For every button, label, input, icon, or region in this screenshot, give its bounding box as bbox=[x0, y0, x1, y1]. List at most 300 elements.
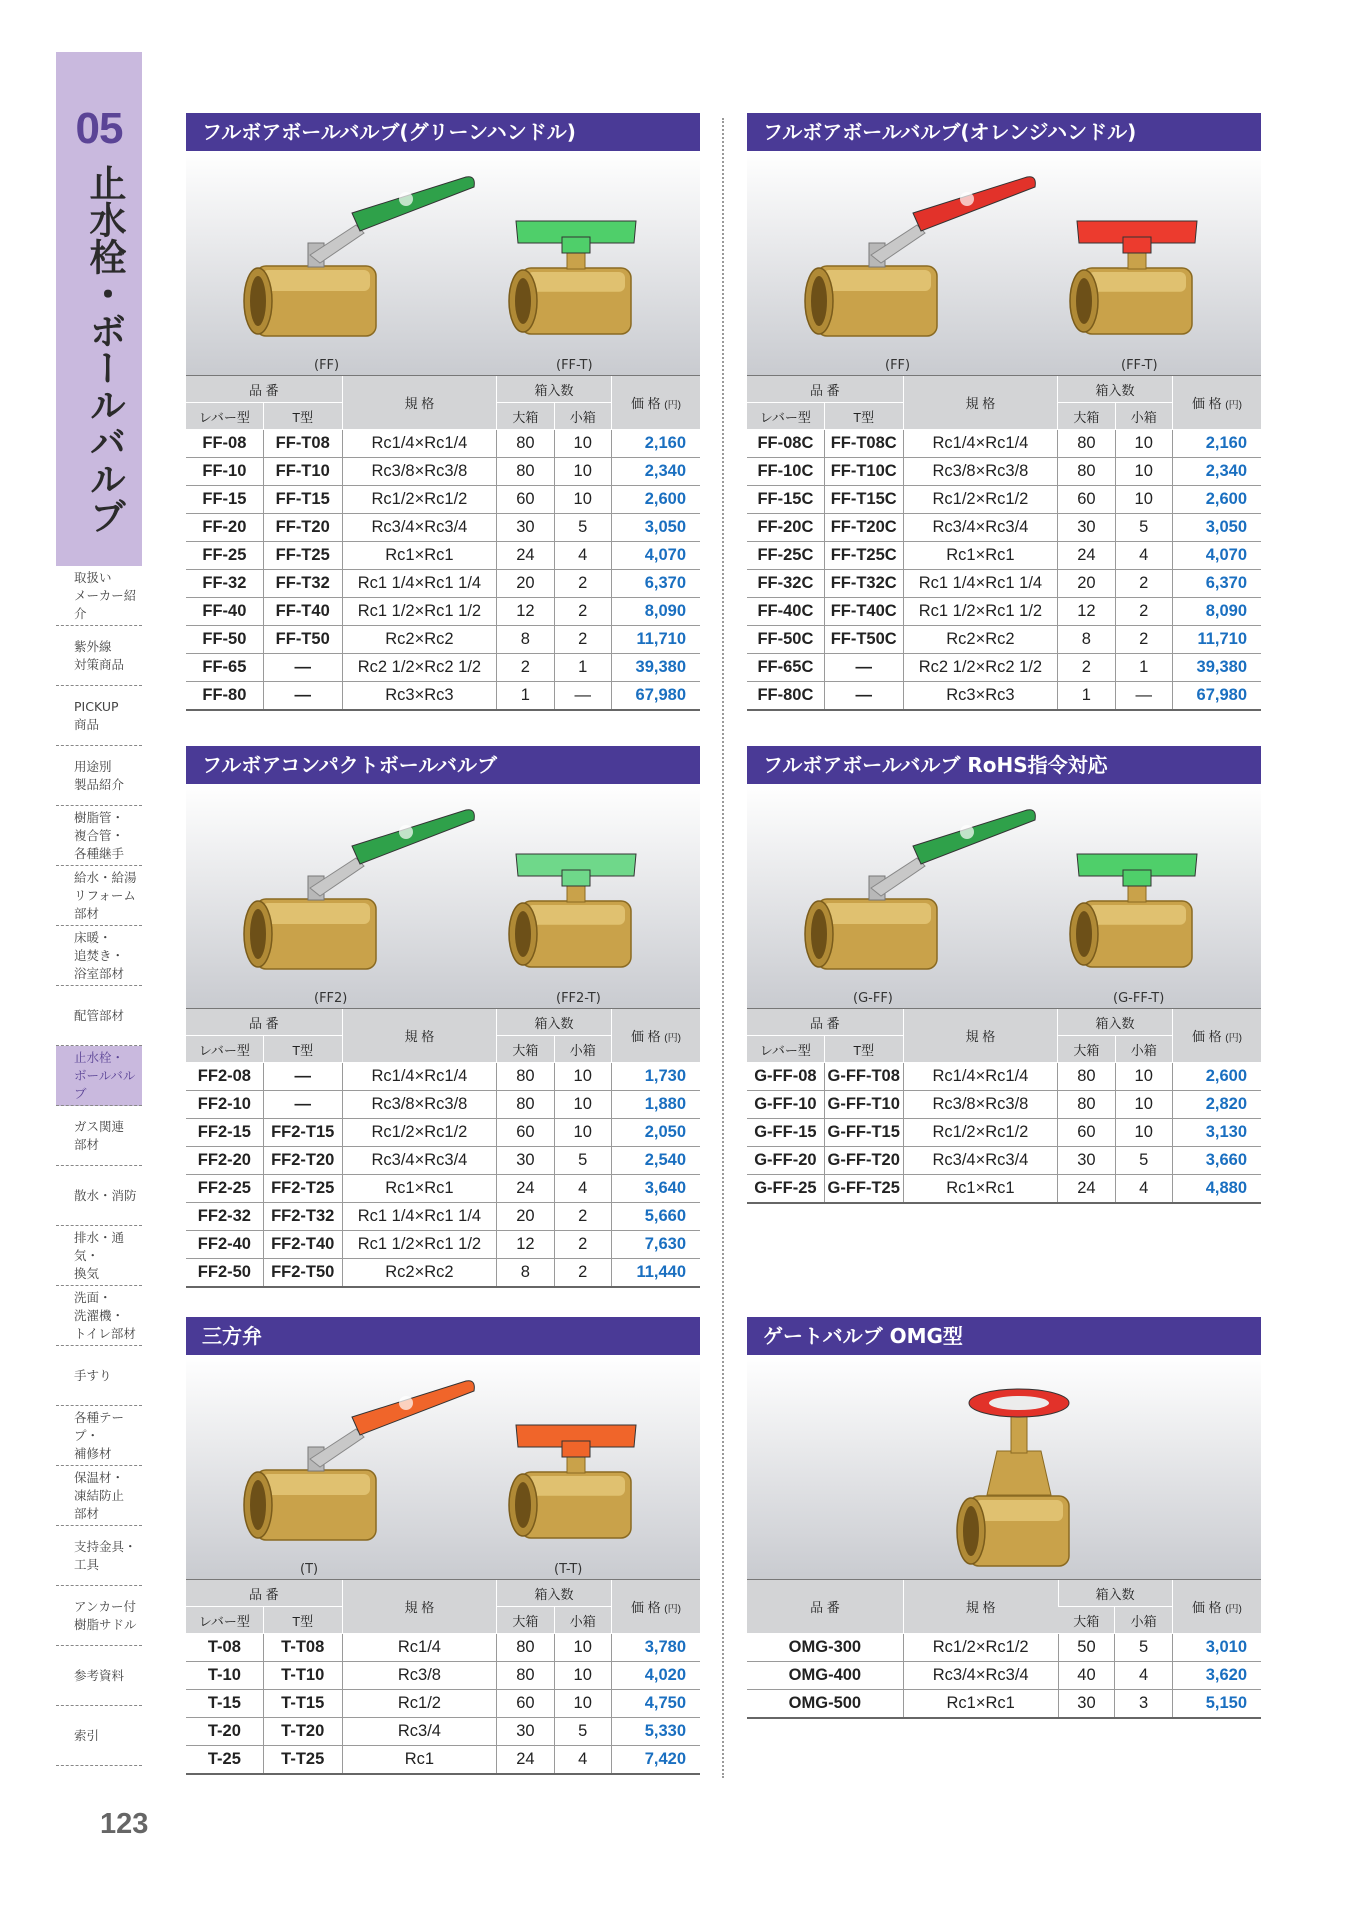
col-spec: 規 格 bbox=[903, 1580, 1058, 1634]
code-cell: FF-32C bbox=[747, 570, 824, 598]
code-cell: FF-32 bbox=[186, 570, 263, 598]
table-row bbox=[186, 514, 700, 542]
code-cell: FF-T08C bbox=[824, 430, 903, 458]
code-cell: FF2-20 bbox=[186, 1147, 263, 1175]
value-cell: 4 bbox=[1115, 1662, 1172, 1690]
price-cell: 11,440 bbox=[611, 1259, 700, 1288]
section-title: フルボアボールバルブ(オレンジハンドル) bbox=[747, 113, 1261, 151]
value-cell: Rc1/2×Rc1/2 bbox=[903, 486, 1058, 514]
valve-illustration bbox=[747, 151, 1261, 375]
price-cell: 8,090 bbox=[1172, 598, 1261, 626]
sidebar-nav-item[interactable]: 用途別 製品紹介 bbox=[56, 746, 142, 806]
value-cell: 30 bbox=[1058, 1147, 1115, 1175]
col-hinban: 品 番 bbox=[186, 1580, 342, 1607]
code-cell: FF2-08 bbox=[186, 1063, 263, 1091]
value-cell: Rc1 1/4×Rc1 1/4 bbox=[342, 1203, 497, 1231]
table-row bbox=[747, 654, 1261, 682]
valve-highlight bbox=[262, 270, 370, 291]
table-row bbox=[186, 542, 700, 570]
table-row bbox=[186, 1091, 700, 1119]
port-hole bbox=[515, 278, 531, 324]
value-cell: Rc1/4×Rc1/4 bbox=[903, 430, 1058, 458]
sidebar-nav-item[interactable]: 保温材・ 凍結防止 部材 bbox=[56, 1466, 142, 1526]
col-small: 小箱 bbox=[1115, 1036, 1172, 1063]
section-title: フルボアボールバルブ RoHS指令対応 bbox=[747, 746, 1261, 784]
col-boxcount: 箱入数 bbox=[1058, 376, 1173, 403]
sidebar-nav-item[interactable]: 索引 bbox=[56, 1706, 142, 1766]
col-ttype: T型 bbox=[824, 1036, 903, 1063]
table-row bbox=[747, 486, 1261, 514]
value-cell: 12 bbox=[497, 1231, 554, 1259]
value-cell: 10 bbox=[554, 458, 611, 486]
code-cell: FF-80 bbox=[186, 682, 263, 711]
code-cell: FF-25 bbox=[186, 542, 263, 570]
col-hinban: 品 番 bbox=[186, 376, 342, 403]
section-ff2-compact bbox=[186, 746, 700, 1288]
code-cell: T-10 bbox=[186, 1662, 263, 1690]
code-cell: FF-T32 bbox=[263, 570, 342, 598]
value-cell: 4 bbox=[1115, 542, 1172, 570]
value-cell: 10 bbox=[554, 1091, 611, 1119]
section-three-way bbox=[186, 1317, 700, 1775]
value-cell: Rc1×Rc1 bbox=[903, 1175, 1058, 1204]
value-cell: Rc1 1/4×Rc1 1/4 bbox=[903, 570, 1058, 598]
sidebar-nav-item[interactable]: 樹脂管・ 複合管・ 各種継手 bbox=[56, 806, 142, 866]
valve-highlight bbox=[262, 903, 370, 924]
code-cell: — bbox=[263, 682, 342, 711]
col-ttype: T型 bbox=[263, 403, 342, 430]
code-cell: T-15 bbox=[186, 1690, 263, 1718]
col-lever: レバー型 bbox=[747, 403, 824, 430]
section-title: 三方弁 bbox=[186, 1317, 700, 1355]
price-cell: 2,600 bbox=[1172, 486, 1261, 514]
value-cell: Rc1/4×Rc1/4 bbox=[342, 430, 497, 458]
t-handle-hub bbox=[1123, 870, 1151, 886]
value-cell: 24 bbox=[497, 1175, 554, 1203]
section-title: フルボアコンパクトボールバルブ bbox=[186, 746, 700, 784]
code-cell: T-T25 bbox=[263, 1746, 342, 1775]
value-cell: Rc1 bbox=[342, 1746, 497, 1775]
handle-logo bbox=[960, 825, 974, 839]
code-cell: FF-T10 bbox=[263, 458, 342, 486]
code-cell: FF-T25 bbox=[263, 542, 342, 570]
sidebar-nav-item[interactable]: 洗面・ 洗濯機・ トイレ部材 bbox=[56, 1286, 142, 1346]
price-label: 価 格 bbox=[630, 1029, 661, 1044]
code-cell: T-25 bbox=[186, 1746, 263, 1775]
sidebar-nav-item[interactable]: PICKUP 商品 bbox=[56, 686, 142, 746]
code-cell: FF-T15C bbox=[824, 486, 903, 514]
col-boxcount: 箱入数 bbox=[497, 376, 612, 403]
code-cell: FF2-25 bbox=[186, 1175, 263, 1203]
code-cell: FF-T15 bbox=[263, 486, 342, 514]
sidebar-nav-item[interactable]: 止水栓・ ボールバルブ bbox=[56, 1046, 142, 1106]
value-cell: Rc3×Rc3 bbox=[903, 682, 1058, 711]
code-cell: T-T08 bbox=[263, 1634, 342, 1662]
price-cell: 1,730 bbox=[611, 1063, 700, 1091]
code-cell: G-FF-T20 bbox=[824, 1147, 903, 1175]
lever-handle bbox=[913, 177, 1035, 231]
sidebar-nav-item[interactable]: 配管部材 bbox=[56, 986, 142, 1046]
value-cell: 4 bbox=[1115, 1175, 1172, 1204]
col-lever: レバー型 bbox=[186, 403, 263, 430]
value-cell: 2 bbox=[1115, 570, 1172, 598]
code-cell: — bbox=[824, 654, 903, 682]
port-hole bbox=[811, 276, 827, 326]
value-cell: Rc1 1/2×Rc1 1/2 bbox=[342, 598, 497, 626]
table-row bbox=[186, 1063, 700, 1091]
col-boxcount: 箱入数 bbox=[497, 1580, 612, 1607]
code-cell: — bbox=[263, 1091, 342, 1119]
table-row bbox=[186, 1203, 700, 1231]
table-row bbox=[186, 1746, 700, 1775]
value-cell: Rc3/4×Rc3/4 bbox=[903, 1147, 1058, 1175]
value-cell: Rc1/2 bbox=[342, 1690, 497, 1718]
code-cell: FF-T50 bbox=[263, 626, 342, 654]
price-cell: 2,600 bbox=[611, 486, 700, 514]
code-cell: OMG-500 bbox=[747, 1690, 903, 1719]
code-cell: FF-50 bbox=[186, 626, 263, 654]
value-cell: Rc3/8 bbox=[342, 1662, 497, 1690]
code-cell: FF-T32C bbox=[824, 570, 903, 598]
value-cell: 20 bbox=[497, 570, 554, 598]
price-cell: 39,380 bbox=[611, 654, 700, 682]
col-lever: レバー型 bbox=[186, 1036, 263, 1063]
col-ttype: T型 bbox=[824, 403, 903, 430]
sidebar-nav-item[interactable]: 各種テープ・ 補修材 bbox=[56, 1406, 142, 1466]
value-cell: 4 bbox=[554, 1175, 611, 1203]
col-hinban: 品 番 bbox=[747, 1580, 903, 1634]
code-cell: FF2-32 bbox=[186, 1203, 263, 1231]
value-cell: 2 bbox=[497, 654, 554, 682]
code-cell: FF2-T15 bbox=[263, 1119, 342, 1147]
value-cell: Rc2 1/2×Rc2 1/2 bbox=[342, 654, 497, 682]
value-cell: Rc1/4×Rc1/4 bbox=[342, 1063, 497, 1091]
port-hole bbox=[1076, 278, 1092, 324]
spec-table bbox=[186, 1579, 700, 1775]
col-ttype: T型 bbox=[263, 1036, 342, 1063]
table-row bbox=[186, 1634, 700, 1662]
code-cell: FF-T10C bbox=[824, 458, 903, 486]
sidebar-nav-item[interactable]: ガス関連 部材 bbox=[56, 1106, 142, 1166]
table-row bbox=[747, 1175, 1261, 1204]
sidebar-nav-item[interactable]: 支持金具・ 工具 bbox=[56, 1526, 142, 1586]
handle-logo bbox=[399, 825, 413, 839]
table-row bbox=[186, 1662, 700, 1690]
value-cell: Rc3/8×Rc3/8 bbox=[903, 1091, 1058, 1119]
code-cell: T-20 bbox=[186, 1718, 263, 1746]
sidebar-nav-item[interactable]: 排水・通気・ 換気 bbox=[56, 1226, 142, 1286]
value-cell: 2 bbox=[554, 1259, 611, 1288]
table-row bbox=[186, 570, 700, 598]
table-row bbox=[186, 1147, 700, 1175]
table-row bbox=[747, 1662, 1261, 1690]
table-row bbox=[747, 682, 1261, 711]
table-row bbox=[186, 486, 700, 514]
spec-table bbox=[747, 375, 1261, 711]
lever-handle bbox=[352, 810, 474, 864]
code-cell: FF-40C bbox=[747, 598, 824, 626]
code-cell: FF-80C bbox=[747, 682, 824, 711]
price-cell: 3,050 bbox=[1172, 514, 1261, 542]
product-photo bbox=[186, 151, 700, 375]
price-cell: 67,980 bbox=[1172, 682, 1261, 711]
code-cell: FF2-T40 bbox=[263, 1231, 342, 1259]
value-cell: 10 bbox=[1115, 1091, 1172, 1119]
col-price bbox=[1172, 376, 1261, 430]
value-cell: Rc1×Rc1 bbox=[903, 542, 1058, 570]
value-cell: Rc3/4×Rc3/4 bbox=[342, 1147, 497, 1175]
valve-highlight bbox=[1088, 905, 1186, 925]
table-row bbox=[747, 458, 1261, 486]
valve-highlight bbox=[1088, 272, 1186, 292]
code-cell: G-FF-15 bbox=[747, 1119, 824, 1147]
value-cell: Rc2×Rc2 bbox=[342, 626, 497, 654]
price-cell: 2,050 bbox=[611, 1119, 700, 1147]
price-cell: 2,820 bbox=[1172, 1091, 1261, 1119]
value-cell: 10 bbox=[1115, 1119, 1172, 1147]
price-cell: 67,980 bbox=[611, 682, 700, 711]
code-cell: OMG-400 bbox=[747, 1662, 903, 1690]
table-row bbox=[186, 1259, 700, 1288]
value-cell: Rc1×Rc1 bbox=[342, 542, 497, 570]
value-cell: 4 bbox=[554, 542, 611, 570]
price-cell: 2,160 bbox=[611, 430, 700, 458]
code-cell: FF2-T25 bbox=[263, 1175, 342, 1203]
code-cell: — bbox=[263, 1063, 342, 1091]
lever-handle bbox=[352, 177, 474, 231]
price-cell: 4,880 bbox=[1172, 1175, 1261, 1204]
code-cell: FF-08C bbox=[747, 430, 824, 458]
col-small: 小箱 bbox=[554, 1607, 611, 1634]
sidebar-nav-item[interactable]: 取扱い メーカー紹介 bbox=[56, 566, 142, 626]
sidebar-nav-item[interactable]: 給水・給湯 リフォーム 部材 bbox=[56, 866, 142, 926]
product-photo bbox=[747, 1355, 1261, 1579]
value-cell: 12 bbox=[497, 598, 554, 626]
port-hole bbox=[250, 276, 266, 326]
code-cell: T-T10 bbox=[263, 1662, 342, 1690]
gate-valve-illustration bbox=[747, 1355, 1261, 1579]
product-photo bbox=[186, 784, 700, 1008]
value-cell: 80 bbox=[497, 458, 554, 486]
photo-caption-lever: (T) bbox=[300, 1562, 319, 1577]
code-cell: FF-T20C bbox=[824, 514, 903, 542]
sidebar-nav-item[interactable]: 手すり bbox=[56, 1346, 142, 1406]
price-cell: 3,620 bbox=[1172, 1662, 1261, 1690]
value-cell: 24 bbox=[1058, 542, 1115, 570]
code-cell: T-08 bbox=[186, 1634, 263, 1662]
col-spec: 規 格 bbox=[342, 1580, 497, 1634]
value-cell: 10 bbox=[554, 1119, 611, 1147]
photo-caption-lever: (FF) bbox=[885, 358, 911, 373]
col-boxcount: 箱入数 bbox=[1058, 1580, 1172, 1607]
value-cell: 80 bbox=[1058, 1091, 1115, 1119]
value-cell: Rc1 1/2×Rc1 1/2 bbox=[342, 1231, 497, 1259]
table-row bbox=[186, 1718, 700, 1746]
valve-illustration bbox=[186, 1355, 700, 1579]
page-number: 123 bbox=[100, 1808, 149, 1840]
value-cell: Rc2×Rc2 bbox=[342, 1259, 497, 1288]
price-cell: 2,600 bbox=[1172, 1063, 1261, 1091]
photo-caption-t: (G-FF-T) bbox=[1113, 991, 1165, 1006]
value-cell: 80 bbox=[497, 430, 554, 458]
col-price bbox=[1172, 1580, 1261, 1634]
sidebar-nav-item[interactable]: 散水・消防 bbox=[56, 1166, 142, 1226]
value-cell: Rc2 1/2×Rc2 1/2 bbox=[903, 654, 1058, 682]
code-cell: FF-65C bbox=[747, 654, 824, 682]
photo-caption-lever: (FF) bbox=[314, 358, 340, 373]
col-large: 大箱 bbox=[497, 403, 554, 430]
col-large: 大箱 bbox=[497, 1036, 554, 1063]
table-row bbox=[747, 542, 1261, 570]
code-cell: G-FF-10 bbox=[747, 1091, 824, 1119]
section-g-ff-rohs bbox=[747, 746, 1261, 1204]
value-cell: 1 bbox=[1115, 654, 1172, 682]
price-label: 価 格 bbox=[630, 396, 661, 411]
price-cell: 1,880 bbox=[611, 1091, 700, 1119]
col-ttype: T型 bbox=[263, 1607, 342, 1634]
valve-illustration bbox=[747, 784, 1261, 1008]
value-cell: 10 bbox=[554, 1690, 611, 1718]
value-cell: Rc3/4×Rc3/4 bbox=[903, 514, 1058, 542]
value-cell: 30 bbox=[1058, 514, 1115, 542]
value-cell: 1 bbox=[497, 682, 554, 711]
col-small: 小箱 bbox=[554, 1036, 611, 1063]
col-price bbox=[611, 1580, 700, 1634]
value-cell: Rc1/2×Rc1/2 bbox=[903, 1634, 1058, 1662]
value-cell: 8 bbox=[1058, 626, 1115, 654]
code-cell: FF-65 bbox=[186, 654, 263, 682]
value-cell: 4 bbox=[554, 1746, 611, 1775]
price-label: 価 格 bbox=[1191, 1029, 1222, 1044]
col-spec: 規 格 bbox=[342, 1009, 497, 1063]
table-row bbox=[747, 626, 1261, 654]
value-cell: 30 bbox=[497, 514, 554, 542]
value-cell: 10 bbox=[1115, 1063, 1172, 1091]
code-cell: — bbox=[263, 654, 342, 682]
handle-logo bbox=[399, 1396, 413, 1410]
sidebar-nav-item[interactable]: 参考資料 bbox=[56, 1646, 142, 1706]
yen-label: (円) bbox=[1225, 1033, 1242, 1044]
price-cell: 4,070 bbox=[611, 542, 700, 570]
photo-caption-t: (FF-T) bbox=[1121, 358, 1158, 373]
value-cell: 80 bbox=[1058, 458, 1115, 486]
value-cell: 8 bbox=[497, 1259, 554, 1288]
code-cell: FF-T08 bbox=[263, 430, 342, 458]
value-cell: 60 bbox=[1058, 486, 1115, 514]
value-cell: 10 bbox=[1115, 430, 1172, 458]
value-cell: 2 bbox=[1058, 654, 1115, 682]
value-cell: 5 bbox=[554, 1718, 611, 1746]
code-cell: FF-25C bbox=[747, 542, 824, 570]
col-small: 小箱 bbox=[554, 403, 611, 430]
value-cell: 24 bbox=[1058, 1175, 1115, 1204]
col-lever: レバー型 bbox=[186, 1607, 263, 1634]
port-hole bbox=[250, 1480, 266, 1530]
col-hinban: 品 番 bbox=[747, 1009, 903, 1036]
port-hole bbox=[515, 911, 531, 957]
value-cell: 1 bbox=[554, 654, 611, 682]
code-cell: G-FF-25 bbox=[747, 1175, 824, 1204]
value-cell: Rc3/4 bbox=[342, 1718, 497, 1746]
code-cell: FF2-10 bbox=[186, 1091, 263, 1119]
price-cell: 7,630 bbox=[611, 1231, 700, 1259]
product-photo bbox=[747, 784, 1261, 1008]
code-cell: FF2-T32 bbox=[263, 1203, 342, 1231]
yen-label: (円) bbox=[664, 1604, 681, 1615]
table-row bbox=[747, 1634, 1261, 1662]
value-cell: 60 bbox=[497, 1119, 554, 1147]
price-cell: 5,660 bbox=[611, 1203, 700, 1231]
value-cell: Rc1 1/2×Rc1 1/2 bbox=[903, 598, 1058, 626]
value-cell: Rc2×Rc2 bbox=[903, 626, 1058, 654]
value-cell: 80 bbox=[1058, 1063, 1115, 1091]
value-cell: 20 bbox=[1058, 570, 1115, 598]
value-cell: 1 bbox=[1058, 682, 1115, 711]
col-price bbox=[1172, 1009, 1261, 1063]
code-cell: G-FF-08 bbox=[747, 1063, 824, 1091]
price-cell: 6,370 bbox=[611, 570, 700, 598]
sidebar-nav-item[interactable]: 紫外線 対策商品 bbox=[56, 626, 142, 686]
sidebar-nav-item[interactable]: アンカー付 樹脂サドル bbox=[56, 1586, 142, 1646]
sidebar-nav-item[interactable]: 床暖・ 追焚き・ 浴室部材 bbox=[56, 926, 142, 986]
value-cell: 8 bbox=[497, 626, 554, 654]
value-cell: 80 bbox=[497, 1634, 554, 1662]
value-cell: 3 bbox=[1115, 1690, 1172, 1719]
t-handle-hub bbox=[562, 1441, 590, 1457]
value-cell: 5 bbox=[1115, 1147, 1172, 1175]
value-cell: Rc1×Rc1 bbox=[342, 1175, 497, 1203]
table-row bbox=[747, 430, 1261, 458]
code-cell: T-T20 bbox=[263, 1718, 342, 1746]
value-cell: Rc1/2×Rc1/2 bbox=[903, 1119, 1058, 1147]
bonnet bbox=[987, 1451, 1051, 1495]
table-row bbox=[186, 430, 700, 458]
value-cell: 2 bbox=[554, 1203, 611, 1231]
value-cell: 60 bbox=[497, 1690, 554, 1718]
code-cell: FF-15C bbox=[747, 486, 824, 514]
code-cell: FF-15 bbox=[186, 486, 263, 514]
value-cell: 2 bbox=[554, 1231, 611, 1259]
value-cell: 2 bbox=[554, 570, 611, 598]
price-cell: 11,710 bbox=[1172, 626, 1261, 654]
value-cell: Rc3/8×Rc3/8 bbox=[903, 458, 1058, 486]
col-boxcount: 箱入数 bbox=[1058, 1009, 1173, 1036]
code-cell: FF2-15 bbox=[186, 1119, 263, 1147]
code-cell: FF2-40 bbox=[186, 1231, 263, 1259]
price-cell: 4,750 bbox=[611, 1690, 700, 1718]
valve-highlight bbox=[262, 1474, 370, 1495]
code-cell: FF-20C bbox=[747, 514, 824, 542]
value-cell: 20 bbox=[497, 1203, 554, 1231]
code-cell: FF-10C bbox=[747, 458, 824, 486]
valve-highlight bbox=[823, 903, 931, 924]
value-cell: 80 bbox=[497, 1063, 554, 1091]
section-title: フルボアボールバルブ(グリーンハンドル) bbox=[186, 113, 700, 151]
code-cell: G-FF-T08 bbox=[824, 1063, 903, 1091]
col-spec: 規 格 bbox=[903, 376, 1058, 430]
code-cell: FF-50C bbox=[747, 626, 824, 654]
value-cell: Rc1/4 bbox=[342, 1634, 497, 1662]
valve-highlight bbox=[823, 270, 931, 291]
code-cell: FF-08 bbox=[186, 430, 263, 458]
price-cell: 2,540 bbox=[611, 1147, 700, 1175]
column-divider bbox=[722, 118, 724, 1778]
port-hole bbox=[811, 909, 827, 959]
product-photo bbox=[186, 1355, 700, 1579]
port-hole bbox=[515, 1482, 531, 1528]
section-title: ゲートバルブ OMG型 bbox=[747, 1317, 1261, 1355]
value-cell: Rc3/4×Rc3/4 bbox=[903, 1662, 1058, 1690]
